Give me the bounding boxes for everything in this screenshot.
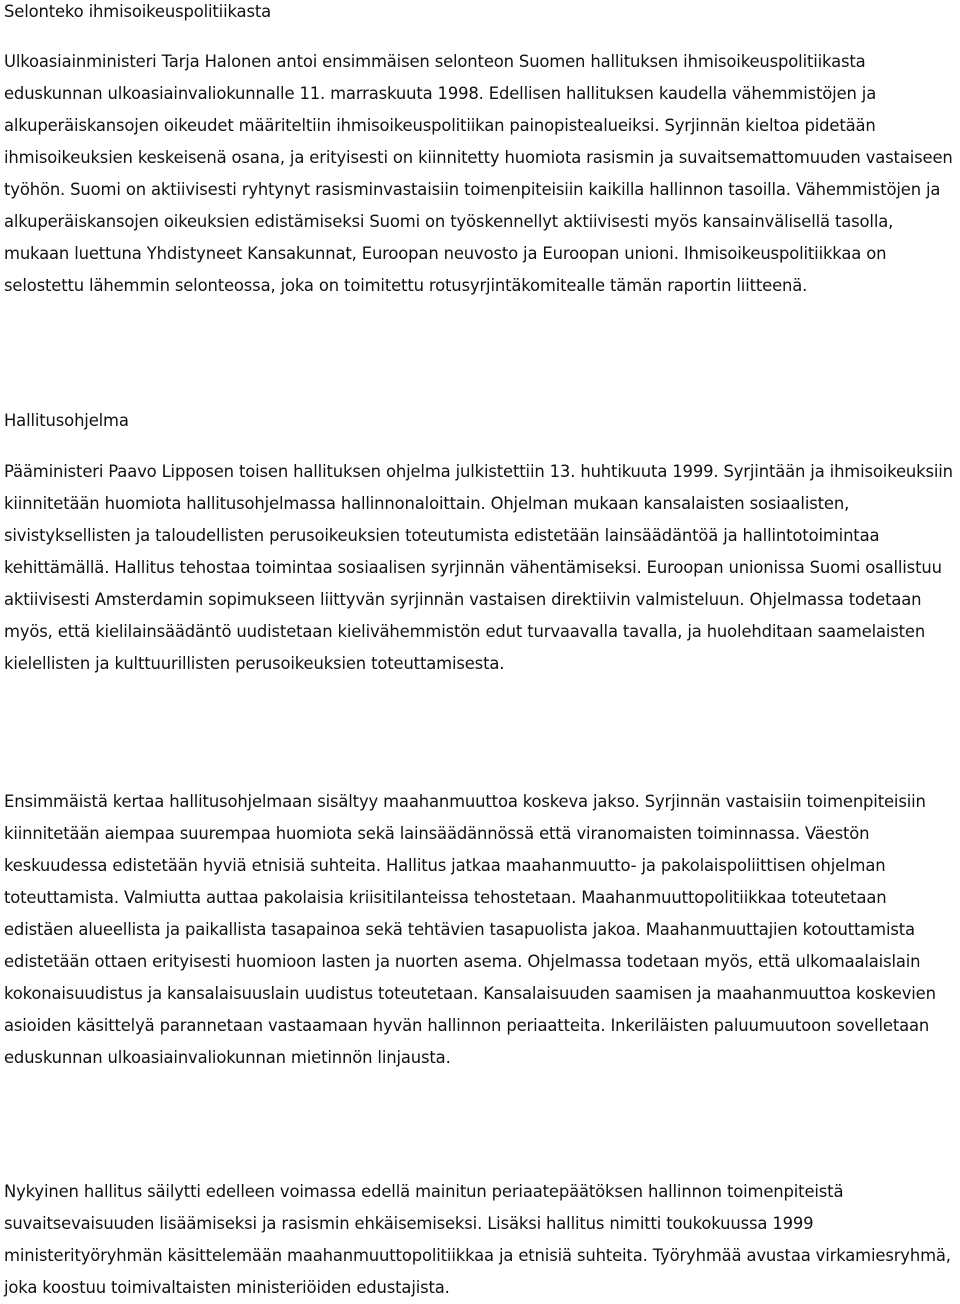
paragraph-current-government: Nykyinen hallitus säilytti edelleen voimassa edellä mainitun periaatepäätöksen hallinnon toimenpiteistä suvaitsevaisuuden lisäämiseksi ja rasismin ehkäisemiseksi. Lisäksi hallitus nimitti toukokuussa 1999 ministerityöryhmän käsittelemään maahanmuuttopolitiikkaa ja etnisiä suhteita. Työryhmää avustaa virkamiesryhmä, joka koostuu toimivaltaisten ministeriöiden edustajista.	[4, 1182, 951, 1297]
paragraph-report: Ulkoasiainministeri Tarja Halonen antoi ensimmäisen selonteon Suomen hallituksen ihmisoikeuspolitiikasta eduskunnan ulkoasiainvaliokunnalle 11. marraskuuta 1998. Edellisen hallituksen kaudella vähemmistöjen ja alkuperäiskansojen oikeudet määriteltiin ihmisoikeuspolitiikan painopistealueiksi. Syrjinnän kieltoa pidetään ihmisoikeuksien keskeisenä osana, ja erityisesti on kiinnitetty huomiota rasismin ja suvaitsemattomuuden vastaiseen työhön. Suomi on aktiivisesti ryhtynyt rasisminvastaisiin toimenpiteisiin kaikilla hallinnon tasoilla. Vähemmistöjen ja alkuperäiskansojen oikeuksien edistämiseksi Suomi on työskennellyt aktiivisesti myös kansainvälisellä tasolla, mukaan luettuna Yhdistyneet Kansakunnat, Euroopan neuvosto ja Euroopan unioni. Ihmisoikeuspolitiikkaa on selostettu lähemmin selonteossa, joka on toimitettu rotusyrjintäkomitealle tämän raportin liitteenä.	[4, 52, 953, 295]
paragraph-government-programme: Pääministeri Paavo Lipposen toisen hallituksen ohjelma julkistettiin 13. huhtikuuta 1999. Syrjintään ja ihmisoikeuksiin kiinnitetään huomiota hallitusohjelmassa hallinnonaloittain. Ohjelman mukaan kansalaisten sosiaalisten, sivistyksellisten ja taloudellisten perusoikeuksien toteutumista edistetään lainsäädäntöä ja hallintotoimintaa kehittämällä. Hallitus tehostaa toimintaa sosiaalisen syrjinnän vähentämiseksi. Euroopan unionissa Suomi osallistuu aktiivisesti Amsterdamin sopimukseen liittyvän syrjinnän vastaisen direktiivin valmisteluun. Ohjelmassa todetaan myös, että kielilainsäädäntö uudistetaan kielivähemmistön edut turvaavalla tavalla, ja huolehditaan saamelaisten kielellisten ja kulttuurillisten perusoikeuksien toteuttamisesta.	[4, 462, 953, 673]
section-heading-report: Selonteko ihmisoikeuspolitiikasta	[4, 2, 271, 21]
section-heading-government-programme: Hallitusohjelma	[4, 411, 129, 430]
paragraph-immigration: Ensimmäistä kertaa hallitusohjelmaan sisältyy maahanmuuttoa koskeva jakso. Syrjinnän vastaisiin toimenpiteisiin kiinnitetään aiempaa suurempaa huomiota sekä lainsäädännössä että viranomaisten toiminnassa. Väestön keskuudessa edistetään hyviä etnisiä suhteita. Hallitus jatkaa maahanmuutto- ja pakolaispoliittisen ohjelman toteuttamista. Valmiutta auttaa pakolaisia kriisitilanteissa tehostetaan. Maahanmuuttopolitiikkaa toteutetaan edistäen alueellista ja paikallista tasapainoa sekä tehtävien tasapuolista jakoa. Maahanmuuttajien kotouttamista edistetään ottaen erityisesti huomioon lasten ja nuorten asema. Ohjelmassa todetaan myös, että ulkomaalaislain kokonaisuudistus ja kansalaisuuslain uudistus toteutetaan. Kansalaisuuden saamisen ja maahanmuuttoa koskevien asioiden käsittelyä parannetaan vastaamaan hyvän hallinnon periaatteita. Inkeriläisten paluumuutoon sovelletaan eduskunnan ulkoasiainvaliokunnan mietinnön linjausta.	[4, 792, 936, 1067]
